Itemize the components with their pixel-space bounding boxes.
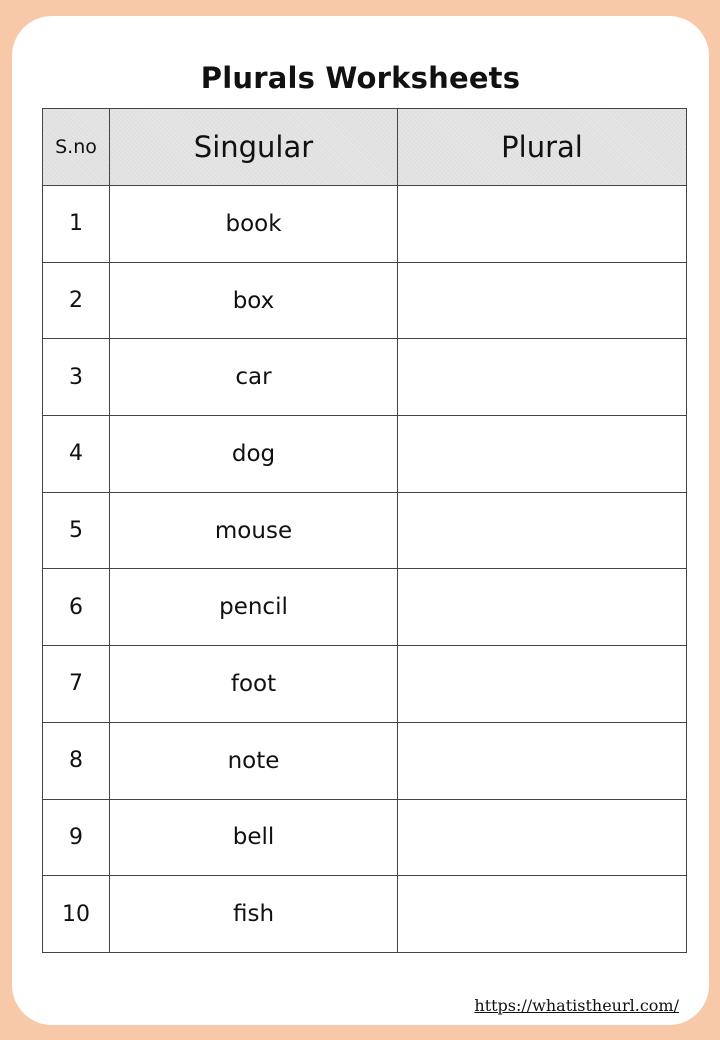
- table-row: [43, 646, 687, 723]
- header-plural: Plural: [398, 109, 687, 186]
- row-singular: dog: [110, 416, 398, 493]
- source-url[interactable]: https://whatistheurl.com/: [474, 996, 679, 1015]
- table-row: [43, 262, 687, 339]
- table-header-row: [43, 109, 687, 186]
- row-singular: bell: [110, 799, 398, 876]
- row-sno: 8: [43, 722, 110, 799]
- row-singular: fish: [110, 876, 398, 953]
- row-sno: 7: [43, 646, 110, 723]
- row-sno: 4: [43, 416, 110, 493]
- row-plural-blank[interactable]: [398, 339, 687, 416]
- row-singular: foot: [110, 646, 398, 723]
- table-row: [43, 722, 687, 799]
- table-row: [43, 876, 687, 953]
- row-plural-blank[interactable]: [398, 646, 687, 723]
- row-sno: 5: [43, 492, 110, 569]
- row-plural-blank[interactable]: [398, 722, 687, 799]
- row-singular: car: [110, 339, 398, 416]
- table-row: [43, 492, 687, 569]
- page-title: Plurals Worksheets: [200, 61, 521, 95]
- row-plural-blank[interactable]: [398, 262, 687, 339]
- row-plural-blank[interactable]: [398, 416, 687, 493]
- header-singular: Singular: [110, 109, 398, 186]
- table-row: [43, 416, 687, 493]
- row-sno: 6: [43, 569, 110, 646]
- plurals-table: [42, 108, 687, 953]
- row-sno: 2: [43, 262, 110, 339]
- row-plural-blank[interactable]: [398, 799, 687, 876]
- table-row: [43, 339, 687, 416]
- row-sno: 10: [43, 876, 110, 953]
- row-singular: book: [110, 186, 398, 263]
- row-plural-blank[interactable]: [398, 569, 687, 646]
- table-row: [43, 186, 687, 263]
- row-plural-blank[interactable]: [398, 186, 687, 263]
- table-row: [43, 569, 687, 646]
- worksheet-page: [12, 16, 709, 1025]
- row-sno: 9: [43, 799, 110, 876]
- row-singular: note: [110, 722, 398, 799]
- header-sno: S.no: [43, 109, 110, 186]
- row-singular: pencil: [110, 569, 398, 646]
- row-sno: 3: [43, 339, 110, 416]
- row-sno: 1: [43, 186, 110, 263]
- row-singular: mouse: [110, 492, 398, 569]
- row-plural-blank[interactable]: [398, 492, 687, 569]
- row-singular: box: [110, 262, 398, 339]
- row-plural-blank[interactable]: [398, 876, 687, 953]
- table-row: [43, 799, 687, 876]
